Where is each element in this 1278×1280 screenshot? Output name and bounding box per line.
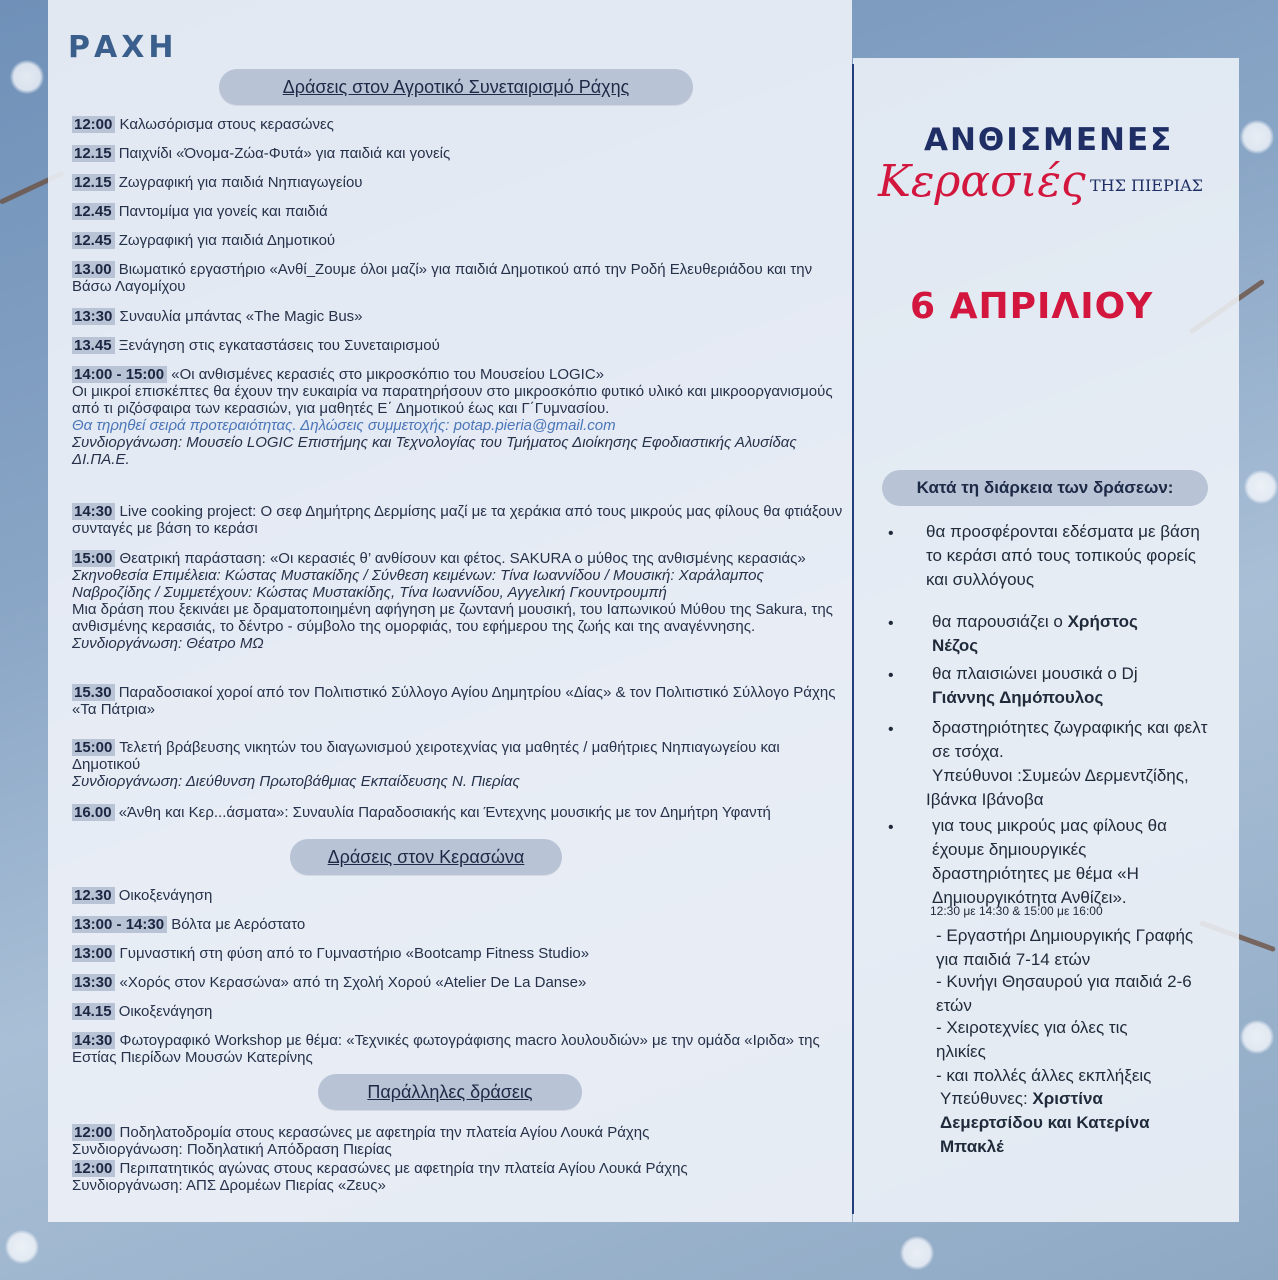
event-time: 12.15 (72, 174, 115, 191)
event-time: 13:30 (72, 308, 115, 325)
event-concert (72, 804, 844, 821)
dj-name: Γιάννης Δημόπουλος (932, 688, 1104, 707)
event-time: 13:30 (72, 974, 115, 991)
section-orchard: Δράσεις στον Κερασώνα (290, 839, 562, 875)
flower-decoration (5, 1230, 39, 1264)
event-text: «Οι ανθισμένες κερασιές στο μικροσκόπιο του Μουσείου LOGIC» (167, 366, 605, 383)
event-row (72, 116, 844, 133)
column-divider (852, 64, 854, 1214)
event-text: Οικοξενάγηση (114, 887, 213, 904)
event-text: Βόλτα με Αερόστατο (167, 916, 306, 933)
event-text: Οικοξενάγηση (114, 1003, 213, 1020)
event-text: Τελετή βράβευσης νικητών του διαγωνισμού χειροτεχνίας για μαθητές / μαθήτριες Νηπιαγωγείου και Δημοτικού (72, 739, 780, 773)
responsible-names: Χριστίνα Δεμερτσίδου και Κατερίνα Μπακλέ (940, 1089, 1150, 1156)
event-description: Μια δράση που ξεκινάει με δραματοποιημένη αφήγηση με ζωντανή μουσική, του Ιαπωνικού Μύθου της Sakura, της ανθισμένης κερασιάς, το δέντρο - σύμβολο της ομορφιάς, του εφήμερου της ζωής και της αναγέννησης. (72, 601, 833, 635)
event-cooking (72, 503, 844, 537)
info-text: θα πλαισιώνει μουσικά ο Dj (932, 664, 1138, 683)
event-text: Θεατρική παράσταση: «Οι κερασιές θ’ ανθίσουν και φέτος. SAKURA ο μύθος της ανθισμένης κερασιάς» (115, 550, 806, 567)
event-time: 12.15 (72, 145, 115, 162)
event-time: 13:00 - 14:30 (72, 916, 167, 933)
event-row (72, 337, 844, 354)
event-time: 12:00 (72, 116, 115, 133)
info-subitem: - και πολλές άλλες εκπλήξεις (936, 1066, 1152, 1085)
bullet-icon: • (888, 721, 894, 738)
event-time: 13:00 (72, 945, 115, 962)
section-parallel: Παράλληλες δράσεις (318, 1074, 582, 1110)
event-time: 12.30 (72, 887, 115, 904)
event-row (72, 1124, 844, 1158)
info-item: θα προσφέρονται εδέσματα με βάση το κεράσι από τους τοπικούς φορείς και συλλόγους (926, 522, 1200, 589)
info-subitem: - Χειροτεχνίες για όλες τις ηλικίες (936, 1018, 1128, 1061)
event-organizer: Συνδιοργάνωση: Ποδηλατική Απόδραση Πιερίας (72, 1141, 392, 1158)
info-text: Υπεύθυνες: (940, 1089, 1033, 1108)
event-logic (72, 366, 844, 468)
event-description: Οι μικροί επισκέπτες θα έχουν την ευκαιρία να παρατηρήσουν στο μικροσκόπιο φυτικό υλικό και μικροοργανισμούς από τι ριζόσφαιρα των κερασιών, για μαθητές Ε΄ Δημοτικού έως και Γ΄Γυμνασίου. (72, 383, 833, 417)
event-time: 13.45 (72, 337, 115, 354)
event-time: 15:00 (72, 550, 115, 567)
event-row (72, 174, 844, 191)
event-text: Βιωματικό εργαστήριο «Ανθί_Ζουμε όλοι μαζί» για παιδιά Δημοτικού από την Ροδή Ελευθεριάδου και την Βάσω Λαγομίχου (72, 261, 813, 295)
event-note: Θα τηρηθεί σειρά προτεραιότητας. Δηλώσεις συμμετοχής: potap.pieria@gmail.com (72, 417, 616, 434)
flower-decoration (10, 60, 44, 94)
event-text: Ποδηλατοδρομία στους κερασώνες με αφετηρία την πλατεία Αγίου Λουκά Ράχης (115, 1124, 650, 1141)
bullet-icon: • (888, 819, 894, 836)
event-organizer: Συνδιοργάνωση: Θέατρο ΜΩ (72, 635, 264, 652)
bullet-icon: • (888, 667, 894, 684)
event-text: Ζωγραφική για παιδιά Νηπιαγωγείου (114, 174, 363, 191)
info-times: 12:30 με 14:30 & 15:00 με 16:00 (930, 904, 1103, 918)
event-text: Live cooking project: Ο σεφ Δημήτρης Δερμίσης μαζί με τα χεράκια από τους μικρούς μας φίλους θα φτιάξουν συνταγές με βάση το κεράσι (72, 503, 843, 537)
event-dances (72, 684, 844, 718)
event-text: Φωτογραφικό Workshop με θέμα: «Τεχνικές φωτογράφισης macro λουλουδιών» με την ομάδα «Ιριδα» της Εστίας Πιερίδων Μουσών Κατερίνης (72, 1032, 820, 1066)
event-text: Καλωσόρισμα στους κερασώνες (115, 116, 334, 133)
flower-decoration (1240, 1020, 1274, 1054)
info-item (932, 662, 1172, 710)
info-item (932, 610, 1172, 658)
event-organizer: Συνδιοργάνωση: Διεύθυνση Πρωτοβάθμιας Εκπαίδευσης Ν. Πιερίας (72, 773, 520, 790)
village-title: ΡΑΧΗ (68, 30, 178, 65)
event-text: Παντομίμα για γονείς και παιδιά (114, 203, 328, 220)
event-row (72, 1160, 844, 1194)
event-awards (72, 739, 844, 790)
event-row (72, 974, 844, 991)
event-text: Ζωγραφική για παιδιά Δημοτικού (114, 232, 336, 249)
info-subitem: - Εργαστήρι Δημιουργικής Γραφής για παιδιά 7-14 ετών (936, 926, 1194, 969)
info-item: για τους μικρούς μας φίλους θα έχουμε δημιουργικές δραστηριότητες με θέμα «Η Δημιουργικότητα Ανθίζει». (932, 816, 1167, 907)
brand-title-sub: ΤΗΣ ΠΙΕΡΙΑΣ (1090, 176, 1203, 195)
event-row (72, 232, 844, 249)
event-row (72, 1032, 844, 1066)
event-text: Γυμναστική στη φύση από το Γυμναστήριο «Bootcamp Fitness Studio» (115, 945, 590, 962)
event-row (72, 1003, 844, 1020)
event-time: 15.30 (72, 684, 115, 701)
info-item: δραστηριότητες ζωγραφικής και φελτ σε τσόχα. (932, 718, 1208, 761)
event-row (72, 261, 844, 295)
info-subitem: - Κυνήγι Θησαυρού για παιδιά 2-6 ετών (936, 972, 1192, 1015)
brand-title-top: ΑΝΘΙΣΜΕΝΕΣ (924, 122, 1174, 158)
event-credits: Σκηνοθεσία Επιμέλεια: Κώστας Μυστακίδης / Σύνθεση κειμένων: Τίνα Ιωαννίδου / Μουσική: Χαράλαμπος Ναβροζίδης / Συμμετέχουν: Κώστας Μυστακίδης, Τίνα Ιωαννίδου, Αγγελική Γκουντρουμπή (72, 567, 764, 601)
event-time: 15:00 (72, 739, 115, 756)
event-theatre (72, 550, 844, 652)
event-text: Παραδοσιακοί χοροί από τον Πολιτιστικό Σύλλογο Αγίου Δημητρίου «Δίας» & τον Πολιτιστικό Σύλλογο Ράχης «Τα Πάτρια» (72, 684, 836, 718)
event-text: Ξενάγηση στις εγκαταστάσεις του Συνεταιρισμού (114, 337, 440, 354)
event-time: 13.00 (72, 261, 115, 278)
info-responsible: Υπεύθυνοι :Συμεών Δερμεντζίδης, Ιβάνκα Ιβάνοβα (926, 766, 1189, 809)
flower-decoration (900, 1236, 934, 1270)
event-time: 12.45 (72, 203, 115, 220)
flower-decoration (1244, 470, 1278, 504)
during-heading: Κατά τη διάρκεια των δράσεων: (882, 470, 1208, 506)
event-row (72, 945, 844, 962)
info-text: θα παρουσιάζει ο (932, 612, 1068, 631)
info-responsible (940, 1087, 1200, 1159)
event-time: 12:00 (72, 1124, 115, 1141)
event-time: 14.15 (72, 1003, 115, 1020)
event-time: 14:30 (72, 503, 115, 520)
event-text: Περιπατητικός αγώνας στους κερασώνες με αφετηρία την πλατεία Αγίου Λουκά Ράχης (115, 1160, 688, 1177)
bullet-icon: • (888, 615, 894, 632)
event-row (72, 916, 844, 933)
event-row (72, 203, 844, 220)
event-organizer: Συνδιοργάνωση: ΑΠΣ Δρομέων Πιερίας «Ζευς» (72, 1177, 386, 1194)
brand-title-main: Κερασιές (878, 156, 1086, 207)
event-date: 6 ΑΠΡΙΛΙΟΥ (910, 286, 1154, 327)
event-organizer: Συνδιοργάνωση: Μουσείο LOGIC Επιστήμης και Τεχνολογίας του Τμήματος Διοίκησης Εφοδιαστικής Αλυσίδας ΔΙ.ΠΑ.Ε. (72, 434, 797, 468)
section-coop: Δράσεις στον Αγροτικό Συνεταιρισμό Ράχης (219, 69, 693, 105)
flower-decoration (1240, 120, 1274, 154)
event-time: 16.00 (72, 804, 115, 821)
event-text: «Άνθη και Κερ...άσματα»: Συναυλία Παραδοσιακής και Έντεχνης μουσικής με τον Δημήτρη Υφαντή (114, 804, 771, 821)
event-time: 14:00 - 15:00 (72, 366, 167, 383)
event-text: Παιχνίδι «Όνομα-Ζώα-Φυτά» για παιδιά και γονείς (114, 145, 451, 162)
event-text: Συναυλία μπάντας «The Magic Bus» (115, 308, 363, 325)
event-time: 12.45 (72, 232, 115, 249)
presenter-name: Χρήστος Νέζος (932, 612, 1138, 655)
bullet-icon: • (888, 525, 894, 542)
event-time: 12:00 (72, 1160, 115, 1177)
event-time: 14:30 (72, 1032, 115, 1049)
event-row (72, 308, 844, 325)
event-row (72, 887, 844, 904)
event-text: «Χορός στον Κερασώνα» από τη Σχολή Χορού «Atelier De La Danse» (115, 974, 587, 991)
event-row (72, 145, 844, 162)
